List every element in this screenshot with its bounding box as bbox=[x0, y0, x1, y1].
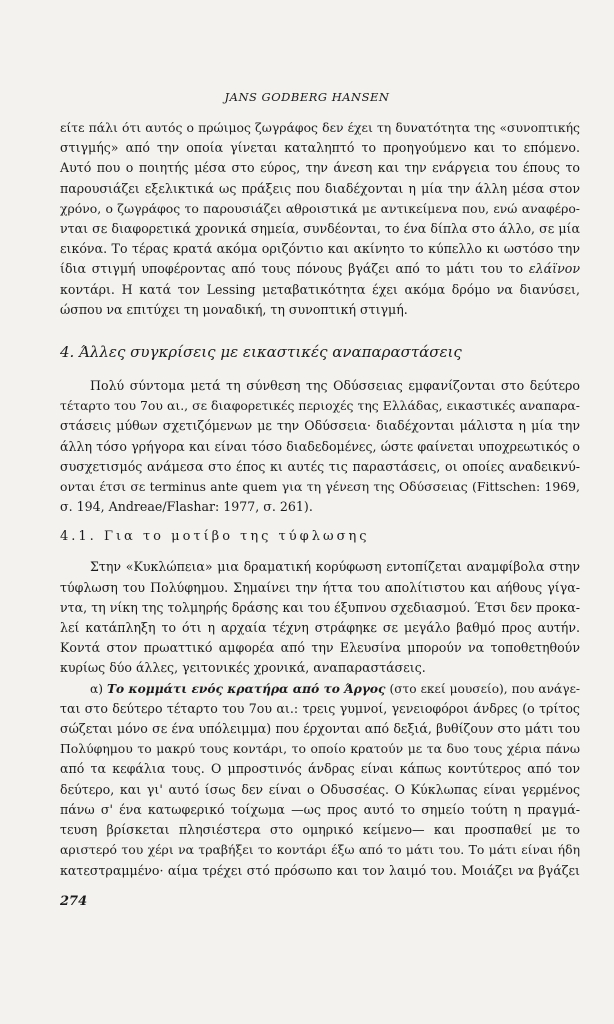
text-line: ώσπου να επιτύχει τη μοναδική, τη συνοπτική στιγμή. bbox=[60, 301, 408, 317]
text-line: συσχετισμός ανάμεσα στο έπος κι αυτές τις παραστάσεις, οι οποίες αναδεικνύ- bbox=[60, 458, 580, 474]
text-line: παρουσιάζει εξελικτικά ως πράξεις που διαδέχονται η μία την άλλη μέσα στον bbox=[60, 180, 580, 196]
paragraph-3 bbox=[60, 557, 580, 678]
text-line: Αυτό που ο ποιητής μέσα στο εύρος, την άνεση και την ενάργεια του έπους το bbox=[60, 160, 580, 176]
text-fragment: (στο εκεί μουσείο), που ανάγε- bbox=[385, 681, 580, 696]
text-line-with-bold bbox=[60, 679, 580, 699]
text-line: κοντάρι. Η κατά τον Lessing μεταβατικότητα έχει ακόμα δρόμο να διανύσει, bbox=[60, 281, 580, 297]
subsection-heading-4-1: 4.1. Για το μοτίβο της τύφλωσης bbox=[60, 529, 370, 545]
text-line: άλλη τόσο γρήγορα και είναι τόσο διαδεδομένες, ώστε φαίνεται υποχρεωτικός ο bbox=[60, 438, 580, 454]
text-line: αριστερό του χέρι να τραβήξει το κοντάρι έξω από το μάτι του. Το μάτι είναι ήδη bbox=[60, 842, 580, 858]
italic-word: ελάϊνον bbox=[528, 261, 580, 277]
text-line: εικόνα. Το τέρας κρατά ακόμα οριζόντιο και ακίνητο το κύπελλο κι ωστόσο την bbox=[60, 241, 580, 257]
text-line: Κοντά στον πρωαττικό αμφορέα από την Ελευσίνα μπορούν να τοποθετηθούν bbox=[60, 640, 580, 656]
text-line: Πολύφημου το μακρύ τους κοντάρι, το οποίο κρατούν με τα δυο τους χέρια πάνω bbox=[60, 741, 580, 757]
text-line: δεύτερο, και γι' αυτό ίσως δεν είναι ο Οδυσσέας. Ο Κύκλωπας είναι γερμένος bbox=[60, 781, 580, 797]
text-line: πάνω σ' ένα κατωφερικό τοίχωμα —ως προς αυτό το σημείο τούτη η πραγμά- bbox=[60, 801, 580, 817]
text-line: τευση βρίσκεται πλησιέστερα στο ομηρικό κείμενο— και προσπαθεί με το bbox=[60, 822, 580, 838]
page-number: 274 bbox=[60, 894, 88, 909]
text-line: ονται έτσι σε terminus ante quem για τη γένεση της Οδύσσειας (Fittschen: 1969, bbox=[60, 479, 580, 495]
section-heading-4: 4. Άλλες συγκρίσεις με εικαστικές αναπαραστάσεις bbox=[60, 343, 462, 362]
text-line: στιγμής» από την οποία γίνεται καταληπτό το προηγούμενο και το επόμενο. bbox=[60, 140, 580, 156]
text-line: τέταρτο του 7ου αι., σε διαφορετικές περιοχές της Ελλάδας, εικαστικές αναπαρα- bbox=[60, 398, 580, 414]
text-line: στάσεις μύθων σχετιζόμενων με την Οδύσσεια· διαδέχονται μάλιστα η μία την bbox=[60, 418, 580, 434]
text-line: σ. 194, Andreae/Flashar: 1977, σ. 261). bbox=[60, 499, 313, 515]
bold-italic-title: Το κομμάτι ενός κρατήρα από το Άργος bbox=[106, 681, 386, 696]
paragraph-2 bbox=[60, 376, 580, 517]
text-line: τύφλωση του Πολύφημου. Σημαίνει την ήττα του απολίτιστου και αήθους γίγα- bbox=[60, 579, 580, 595]
text-line-with-italic bbox=[60, 259, 580, 279]
text-line: κατεστραμμένο· αίμα τρέχει στό πρόσωπο και τον λαιμό του. Μοιάζει να βγάζει bbox=[60, 862, 580, 878]
paragraph-4 bbox=[60, 679, 580, 881]
text-line: κυρίως δύο άλλες, γειτονικές χρονικά, αναπαραστάσεις. bbox=[60, 660, 426, 676]
text-line: Πολύ σύντομα μετά τη σύνθεση της Οδύσσειας εμφανίζονται στο δεύτερο bbox=[90, 378, 580, 394]
list-marker: α) bbox=[90, 681, 107, 696]
paragraph-1 bbox=[60, 118, 580, 320]
text-line: είτε πάλι ότι αυτός ο πρώιμος ζωγράφος δεν έχει τη δυνατότητα της «συνοπτικής bbox=[60, 120, 580, 135]
text-line: από τα κεφάλια τους. Ο μπροστινός άνδρας είναι κάπως κοντύτερος από τον bbox=[60, 761, 580, 777]
text-line: ται στο δεύτερο τέταρτο του 7ου αι.: τρεις γυμνοί, γενειοφόροι άνδρες (ο τρίτος bbox=[60, 700, 580, 716]
text-line: λεί κατάπληξη το ότι η αρχαία τέχνη στράφηκε σε μεγάλο βαθμό προς αυτήν. bbox=[60, 620, 580, 636]
text-line: σώζεται μόνο σε ένα υπόλειμμα) που έρχονται από δεξιά, βυθίζουν στο μάτι του bbox=[60, 721, 580, 737]
text-line: ντα, τη νίκη της τολμηρής δράσης και του έξυπνου σχεδιασμού. Έτσι δεν προκα- bbox=[60, 599, 580, 615]
running-head: JANS GODBERG HANSEN bbox=[224, 90, 390, 104]
text-line: Στην «Κυκλώπεια» μια δραματική κορύφωση εντοπίζεται αναμφίβολα στην bbox=[90, 559, 580, 575]
text-line: νται σε διαφορετικά χρονικά σημεία, συνδέονται, το ένα δίπλα στο άλλο, σε μία bbox=[60, 221, 580, 237]
body-text bbox=[60, 118, 580, 881]
text-line: χρόνο, ο ζωγράφος το παρουσιάζει αθροιστικά με αντικείμενα που, ενώ αναφέρο- bbox=[60, 200, 580, 216]
text-fragment: ίδια στιγμή υποφέροντας από τους πόνους βγάζει από το μάτι του το bbox=[60, 261, 524, 277]
